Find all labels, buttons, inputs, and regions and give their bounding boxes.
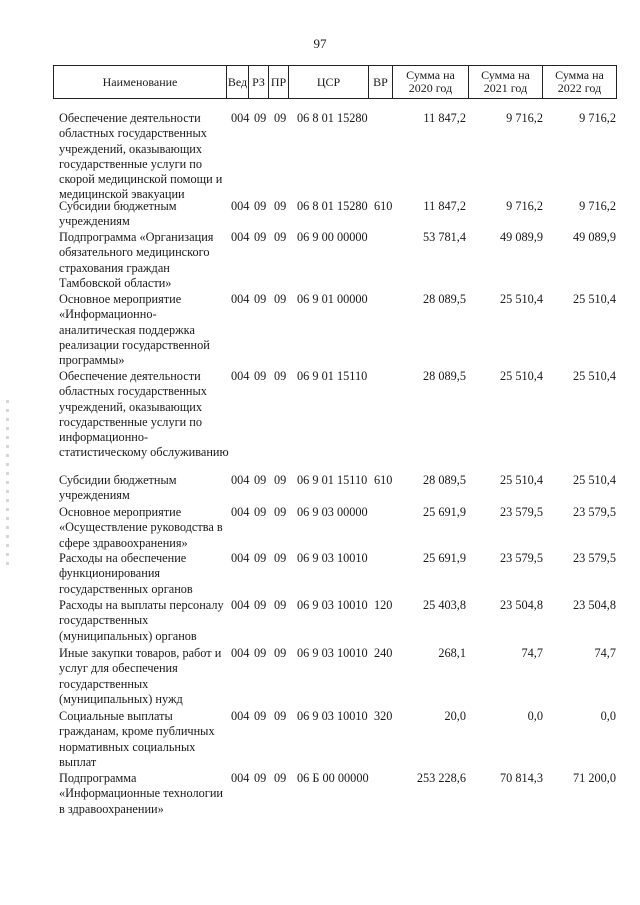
row-vr: 610	[374, 199, 393, 213]
header-ved: Вед	[226, 66, 248, 98]
row-sum-2020: 11 847,2	[423, 199, 466, 213]
row-sum-2020: 20,0	[444, 709, 466, 723]
row-pr: 09	[274, 111, 287, 125]
row-ved: 004	[231, 473, 250, 487]
row-pr: 09	[274, 771, 287, 785]
row-csr: 06 9 00 00000	[297, 230, 368, 244]
row-rz: 09	[254, 598, 267, 612]
row-csr: 06 9 01 15110	[297, 369, 368, 383]
row-name: Обеспечение деятельности областных государственных учреждений, оказывающих государственные услуги по информационно-статистическому обслуживанию	[59, 369, 229, 460]
row-ved: 004	[231, 505, 250, 519]
row-name: Расходы на выплаты персоналу государственных (муниципальных) органов	[59, 598, 224, 643]
row-ved: 004	[231, 369, 250, 383]
row-rz: 09	[254, 505, 267, 519]
row-sum-2022: 25 510,4	[572, 473, 616, 487]
row-csr: 06 9 01 15110	[297, 473, 368, 487]
row-pr: 09	[274, 551, 287, 565]
row-sum-2021: 23 579,5	[499, 505, 543, 519]
row-rz: 09	[254, 199, 267, 213]
row-csr: 06 9 03 10010	[297, 598, 368, 612]
row-sum-2020: 268,1	[438, 646, 466, 660]
row-sum-2020: 28 089,5	[422, 369, 466, 383]
header-sum-2021: Сумма на 2021 год	[468, 66, 542, 98]
row-sum-2022: 71 200,0	[572, 771, 616, 785]
row-pr: 09	[274, 292, 287, 306]
row-rz: 09	[254, 230, 267, 244]
row-sum-2022: 9 716,2	[579, 111, 616, 125]
row-csr: 06 8 01 15280	[297, 111, 368, 125]
row-name: Обеспечение деятельности областных государственных учреждений, оказывающих государственные услуги по скорой медицинской помощи и медицинской эвакуации	[59, 111, 223, 202]
row-sum-2021: 9 716,2	[506, 111, 543, 125]
row-ved: 004	[231, 709, 250, 723]
row-csr: 06 Б 00 00000	[297, 771, 369, 785]
row-sum-2022: 9 716,2	[579, 199, 616, 213]
row-ved: 004	[231, 598, 250, 612]
row-ved: 004	[231, 292, 250, 306]
row-csr: 06 9 03 10010	[297, 646, 368, 660]
row-vr: 120	[374, 598, 393, 612]
row-csr: 06 9 01 00000	[297, 292, 368, 306]
row-ved: 004	[231, 646, 250, 660]
row-ved: 004	[231, 199, 250, 213]
row-sum-2021: 25 510,4	[499, 369, 543, 383]
row-vr: 610	[374, 473, 393, 487]
row-ved: 004	[231, 771, 250, 785]
row-pr: 09	[274, 646, 287, 660]
row-sum-2022: 74,7	[594, 646, 616, 660]
row-sum-2022: 23 579,5	[572, 551, 616, 565]
row-name: Субсидии бюджетным учреждениям	[59, 473, 177, 503]
row-pr: 09	[274, 473, 287, 487]
binding-mark	[6, 400, 9, 570]
row-name: Подпрограмма «Организация обязательного медицинского страхования граждан Тамбовской области»	[59, 230, 214, 290]
row-sum-2020: 25 691,9	[422, 551, 466, 565]
row-sum-2021: 23 579,5	[499, 551, 543, 565]
row-vr: 240	[374, 646, 393, 660]
row-sum-2021: 74,7	[521, 646, 543, 660]
row-ved: 004	[231, 111, 250, 125]
row-name: Основное мероприятие «Осуществление руководства в сфере здравоохранения»	[59, 505, 223, 550]
row-sum-2022: 25 510,4	[572, 292, 616, 306]
header-rz: РЗ	[248, 66, 268, 98]
row-pr: 09	[274, 199, 287, 213]
header-pr: ПР	[268, 66, 288, 98]
row-pr: 09	[274, 709, 287, 723]
row-sum-2022: 23 504,8	[572, 598, 616, 612]
row-sum-2020: 25 691,9	[422, 505, 466, 519]
row-rz: 09	[254, 709, 267, 723]
row-name: Расходы на обеспечение функционирования государственных органов	[59, 551, 193, 596]
row-sum-2020: 53 781,4	[422, 230, 466, 244]
row-sum-2021: 9 716,2	[506, 199, 543, 213]
row-csr: 06 9 03 10010	[297, 551, 368, 565]
row-csr: 06 9 03 10010	[297, 709, 368, 723]
header-sum-2022: Сумма на 2022 год	[542, 66, 616, 98]
row-pr: 09	[274, 230, 287, 244]
row-name: Подпрограмма «Информационные технологии в здравоохранении»	[59, 771, 223, 816]
header-csr: ЦСР	[288, 66, 368, 98]
row-sum-2021: 23 504,8	[499, 598, 543, 612]
table-header	[53, 65, 617, 99]
row-sum-2021: 25 510,4	[499, 292, 543, 306]
row-sum-2020: 253 228,6	[416, 771, 466, 785]
row-csr: 06 9 03 00000	[297, 505, 368, 519]
row-ved: 004	[231, 551, 250, 565]
row-name: Социальные выплаты гражданам, кроме публичных нормативных социальных выплат	[59, 709, 215, 769]
row-sum-2022: 0,0	[600, 709, 616, 723]
header-name: Наименование	[102, 74, 178, 89]
row-sum-2021: 49 089,9	[499, 230, 543, 244]
row-rz: 09	[254, 771, 267, 785]
row-sum-2021: 25 510,4	[499, 473, 543, 487]
row-rz: 09	[254, 473, 267, 487]
row-sum-2021: 70 814,3	[499, 771, 543, 785]
row-vr: 320	[374, 709, 393, 723]
page-number: 97	[313, 36, 327, 51]
header-vr: ВР	[368, 66, 392, 98]
row-csr: 06 8 01 15280	[297, 199, 368, 213]
row-pr: 09	[274, 598, 287, 612]
row-rz: 09	[254, 369, 267, 383]
row-sum-2022: 23 579,5	[572, 505, 616, 519]
row-rz: 09	[254, 292, 267, 306]
row-name: Иные закупки товаров, работ и услуг для обеспечения государственных (муниципальных) нужд	[59, 646, 222, 706]
row-sum-2022: 25 510,4	[572, 369, 616, 383]
row-rz: 09	[254, 551, 267, 565]
row-name: Субсидии бюджетным учреждениям	[59, 199, 177, 229]
row-rz: 09	[254, 111, 267, 125]
row-sum-2020: 28 089,5	[422, 292, 466, 306]
row-sum-2022: 49 089,9	[572, 230, 616, 244]
row-rz: 09	[254, 646, 267, 660]
row-pr: 09	[274, 505, 287, 519]
row-sum-2021: 0,0	[527, 709, 543, 723]
row-sum-2020: 25 403,8	[422, 598, 466, 612]
row-ved: 004	[231, 230, 250, 244]
row-sum-2020: 28 089,5	[422, 473, 466, 487]
row-name: Основное мероприятие «Информационно-аналитическая поддержка реализации государственной программы»	[59, 292, 210, 368]
row-pr: 09	[274, 369, 287, 383]
header-sum-2020: Сумма на 2020 год	[392, 66, 468, 98]
row-sum-2020: 11 847,2	[423, 111, 466, 125]
